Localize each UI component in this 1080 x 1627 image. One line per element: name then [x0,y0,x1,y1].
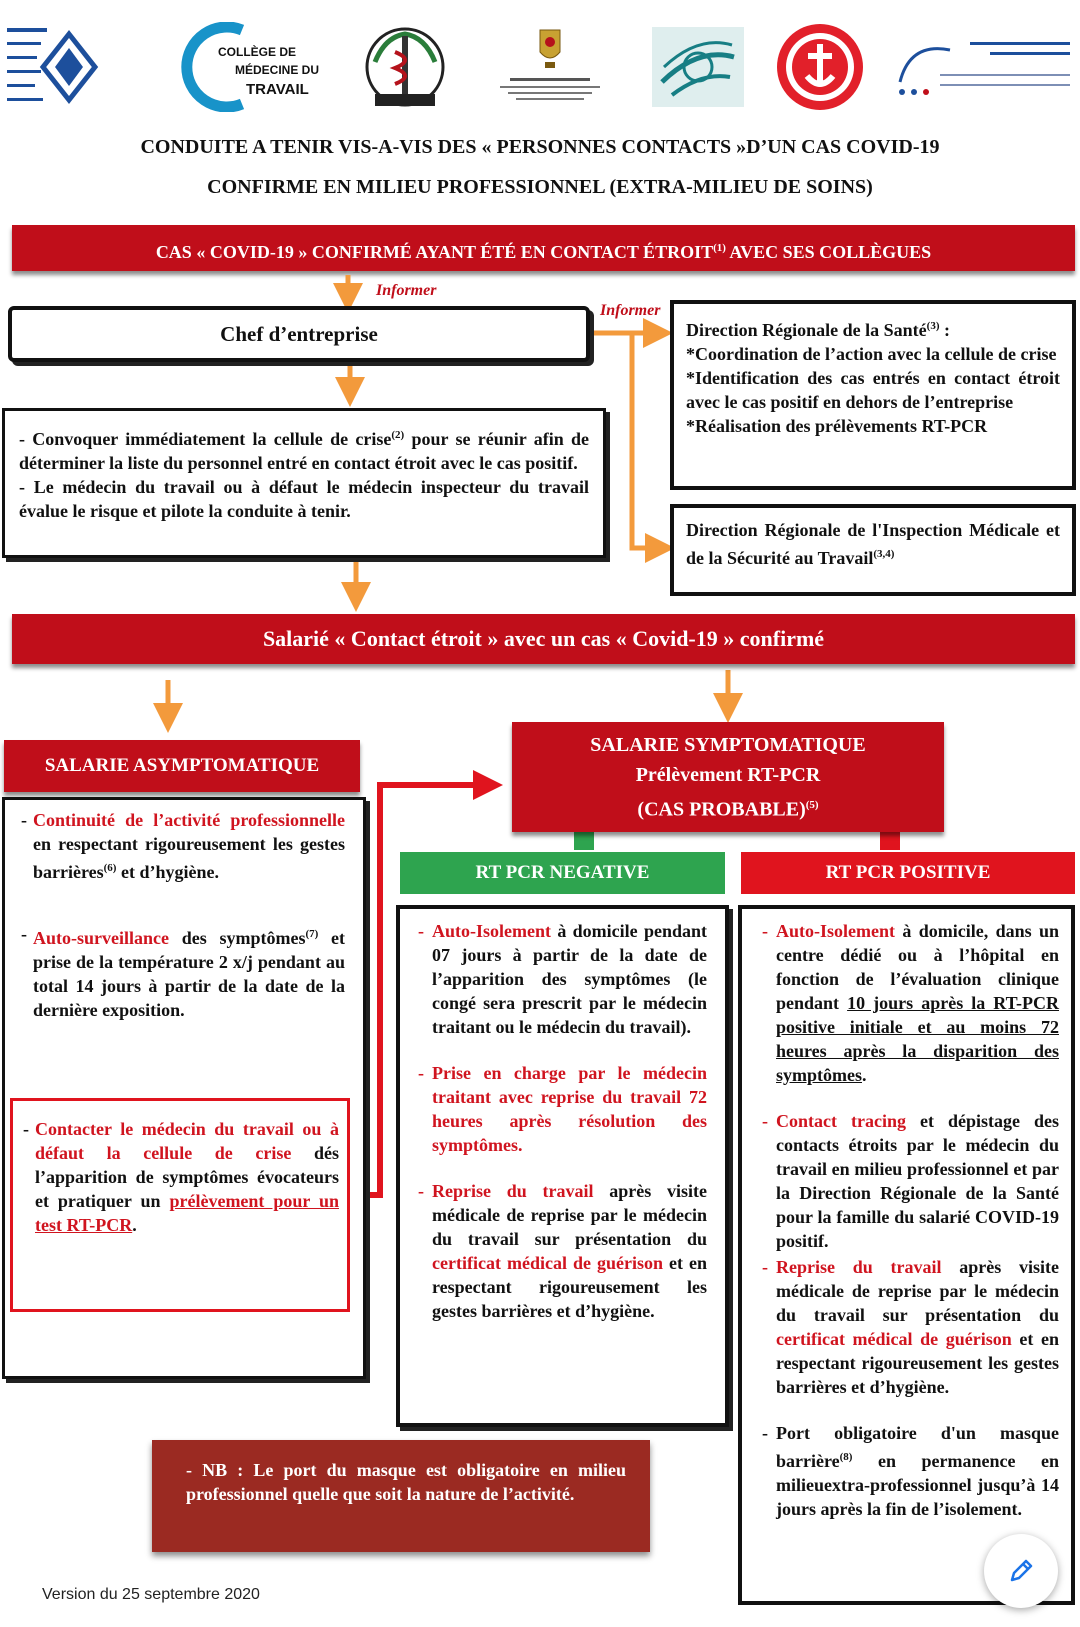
cellule-p1-b: pour se réunir afin de déterminer la liste du personnel entré en contact étroit avec le cas positif. [19,429,589,473]
pos-item-3: - Reprise du travail après visite médicale de reprise par le médecin du travail sur présentation du certificat médical de guérison et en respectant rigoureusement les gestes barrières et d’hygiène. [762,1257,1059,1397]
pos-item-2-red: Contact tracing [776,1111,906,1131]
neg-item-3-rest-a: après visite médicale de reprise par le médecin du travail sur présentation du [432,1181,707,1249]
informer-label-1: Informer [376,282,437,299]
asym-header-text: SALARIE ASYMPTOMATIQUE [44,755,320,776]
asym-item-3-red: Contacter le médecin du travail ou à défaut la cellule de crise [35,1119,339,1163]
nb-box [152,1440,650,1552]
asym-contact-box [10,1098,350,1312]
neg-item-2-red: Prise en charge par le médecin traitant avec reprise du travail 72 heures après résolution des symptômes. [432,1063,707,1155]
sym-header [512,722,944,832]
asym-item-3: - Contacter le médecin du travail ou à défaut la cellule de crise dés l’apparition de symptômes évocateurs et pratiquer un prélèvement pour un test RT-PCR. [23,1119,339,1235]
pos-item-2-rest: et dépistage des contacts étroits par le médecin du travail en milieu professionnel et par la Direction Régionale de la Santé pour la famille du salarié COVID-19 positif. [776,1111,1059,1251]
version-label: Version du 25 septembre 2020 [42,1586,260,1603]
drs-title [686,314,1060,342]
pos-item-4-b: en permanence en milieuextra-professionnel jusqu’à 14 jours après la fin de l’isolement. [776,1451,1059,1519]
neg-item-2: - Prise en charge par le médecin traitant avec reprise du travail 72 heures après résolution des symptômes. [418,1063,707,1155]
pos-item-2: - Contact tracing et dépistage des contacts étroits par le médecin du travail en milieu professionnel et par la Direction Régionale de la Santé pour la famille du salarié COVID-19 positif. [762,1111,1059,1251]
confirmed-case-text: CAS « COVID-19 » CONFIRMÉ AYANT ÉTÉ EN CONTACT ÉTROIT [155,242,714,262]
cellule-p2: - Le médecin du travail ou à défaut le médecin inspecteur du travail évalue le risque et pilote la conduite à tenir. [19,477,589,521]
neg-box [396,905,729,1427]
neg-item-1: - Auto-Isolement à domicile pendant 07 jours à partir de la date de l’apparition des symptômes (le congé sera prescrit par le médecin traitant ou le médecin du travail). [418,921,707,1037]
confirmed-case-sup: (1) [713,242,726,254]
asym-item-2-rest-a: des symptômes [168,928,306,948]
asym-item-1-rest-b: et d’hygiène. [116,862,219,882]
pos-item-4-sup: (8) [839,1451,853,1463]
cellule-p1-sup: (2) [391,429,405,441]
cellule-crise-box [2,408,606,558]
pos-item-4: - Port obligatoire d'un masque barrière$^{(8)}$ en permanence en milieuextra-professionnel jusqu’à 14 jours après la fin de l’isolement. [762,1423,1059,1519]
asym-item-2-sup: (7) [305,928,319,940]
drs-item-2: *Identification des cas entrés en contact étroit avec le cas positif en dehors de l’entreprise [686,368,1060,412]
pos-header [741,852,1075,894]
asym-item-1: - Continuité de l’activité professionnelle en respectant rigoureusement les gestes barrières$^{(6)}$ et d’hygiène. [21,810,345,882]
sym-line-2: Prélèvement RT-PCR [635,764,821,786]
sym-line-3 [512,790,944,825]
neg-item-3-rest-b: et en respectant rigoureusement les gestes barrières et d’hygiène. [432,1253,707,1321]
neg-item-1-rest: à domicile pendant 07 jours à partir de la date de l’apparition des symptômes (le congé sera prescrit par le médecin traitant ou le médecin du travail). [432,921,707,1037]
pos-box [738,905,1075,1605]
pos-item-1: - Auto-Isolement à domicile, dans un centre dédié ou à l’hôpital en fonction de l’évaluation clinique pendant 10 jours après la RT-PCR positive initiale et au moins 72 heures après la disparition des symptômes. [762,921,1060,1085]
edit-fab-button[interactable] [984,1534,1058,1608]
drimst-sup: (3,4) [873,548,895,560]
chef-entreprise-label: Chef d’entreprise [220,322,378,346]
neg-header-text: RT PCR NEGATIVE [475,862,650,883]
asym-item-1-rest-a: en respectant rigoureusement les gestes barrières [33,834,345,882]
drimst-text [686,518,1060,570]
pos-item-1-ul: 10 jours après la RT-PCR positive initiale et au moins 72 heures après la disparition des symptômes [776,993,1060,1085]
svg-text:COLLÈGE DE: COLLÈGE DE [218,45,297,59]
drimst-text-span: Direction Régionale de l'Inspection Médicale et de la Sécurité au Travail [686,520,1060,568]
pos-item-4-a: Port obligatoire d'un masque barrière [776,1423,1059,1471]
contact-etroit-text: Salarié « Contact étroit » avec un cas « Covid-19 » confirmé [262,626,825,651]
pos-item-3-red2: certificat médical de guérison [776,1329,1012,1349]
pos-item-1-end: . [862,1065,867,1085]
informer-label-2: Informer [600,302,661,319]
cellule-p1-a: - Convoquer immédiatement la cellule de crise [19,429,392,449]
pos-item-3-rest-b: et en respectant rigoureusement les gestes barrières et d’hygiène. [776,1329,1059,1397]
contact-etroit-banner [12,614,1075,664]
asym-header [4,740,360,792]
svg-text:TRAVAIL: TRAVAIL [246,81,309,98]
pos-item-1-red: Auto-Isolement [776,921,895,941]
svg-text:MÉDECINE DU: MÉDECINE DU [235,63,320,77]
confirmed-case-tail: AVEC SES COLLÈGUES [725,242,932,262]
pos-header-text: RT PCR POSITIVE [825,862,991,883]
pos-item-1-rest: à domicile, dans un centre dédié ou à l’hôpital en fonction de l’évaluation clinique pendant [776,921,1059,1013]
neg-item-1-red: Auto-Isolement [432,921,551,941]
asym-item-3-link: prélèvement pour un test RT-PCR [35,1191,339,1235]
drs-title-sup: (3) [926,320,940,332]
asym-item-3-end: . [132,1215,137,1235]
asym-item-2-rest-b: et prise de la température 2 x/j pendant au total 14 jours à partir de la date de la dernière exposition. [33,928,345,1020]
neg-header [400,852,725,894]
asym-item-2: - Auto-surveillance des symptômes$^{(7)}$ et prise de la température 2 x/j pendant au total 14 jours à partir de la date de la dernière exposition. [21,924,345,1020]
asym-item-3-rest: dés l’apparition de symptômes évocateurs et pratiquer un [35,1143,339,1211]
title-line-2: CONFIRME EN MILIEU PROFESSIONNEL (EXTRA-MILIEU DE SOINS) [207,176,873,198]
nb-text: - NB : Le port du masque est obligatoire en milieu professionnel quelle que soit la nature de l’activité. [186,1460,626,1504]
neg-item-3-red: Reprise du travail [432,1181,594,1201]
drs-title-text: Direction Régionale de la Santé [686,320,927,340]
cellule-p1 [19,423,589,475]
neg-item-3-red2: certificat médical de guérison [432,1253,663,1273]
pos-item-3-red: Reprise du travail [776,1257,942,1277]
pos-item-3-rest-a: après visite médicale de reprise par le médecin du travail sur présentation du [776,1257,1059,1325]
sym-line-3-text: (CAS PROBABLE) [637,798,806,821]
drs-item-3: *Réalisation des prélèvements RT-PCR [686,416,988,436]
neg-item-3: - Reprise du travail après visite médicale de reprise par le médecin du travail sur présentation du certificat médical de guérison et en respectant rigoureusement les gestes barrières et d’hygiène. [418,1181,707,1321]
asym-item-1-red: Continuité de l’activité professionnelle [33,810,345,830]
drimst-box [670,504,1076,596]
drs-box [670,300,1076,490]
sym-line-3-sup: (5) [805,799,819,811]
sym-line-1: SALARIE SYMPTOMATIQUE [590,734,866,756]
title-line-1: CONDUITE A TENIR VIS-A-VIS DES « PERSONNES CONTACTS »D’UN CAS COVID-19 [140,136,940,158]
pencil-icon [1006,1556,1036,1586]
asym-item-2-red: Auto-surveillance [33,928,169,948]
drs-title-colon: : [939,320,950,340]
drs-item-1: *Coordination de l’action avec la cellule de crise [686,344,1057,364]
chef-entreprise-box [8,306,590,362]
asym-item-1-sup: (6) [103,862,117,874]
